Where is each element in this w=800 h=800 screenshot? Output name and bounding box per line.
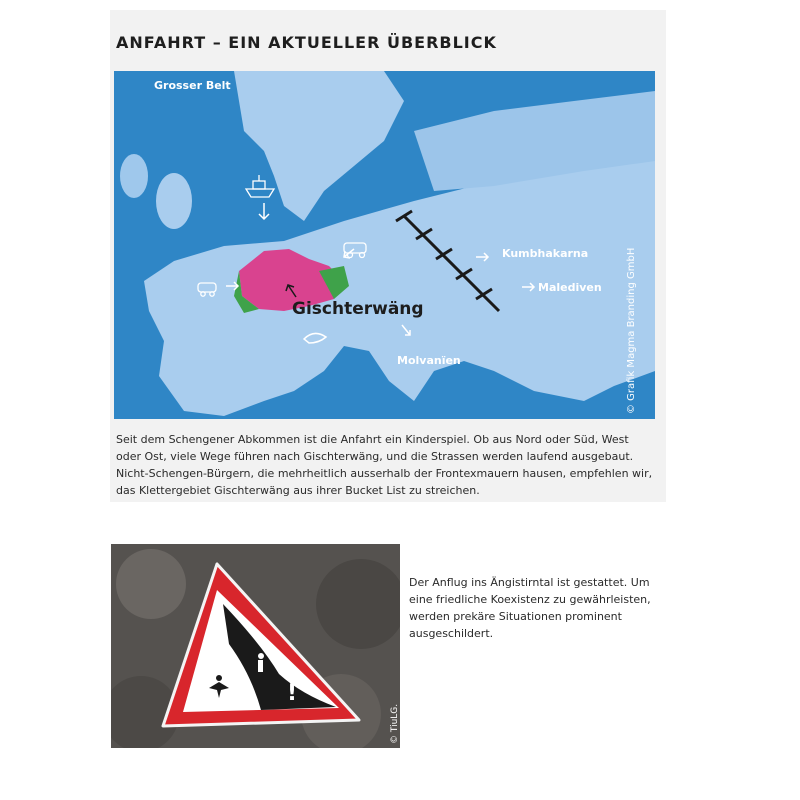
map-land-island: [156, 173, 192, 229]
section-heading: ANFAHRT – EIN AKTUELLER ÜBERBLICK: [116, 33, 497, 52]
ship-icon: [246, 175, 274, 197]
europe-map: [114, 71, 655, 419]
label-malediven: Malediven: [538, 281, 602, 294]
photo-graphic: [111, 544, 400, 748]
map-caption: Seit dem Schengener Abkommen ist die Anfahrt ein Kinderspiel. Ob aus Nord oder Süd, West oder Ost, viele Wege führen nach Gischterwäng, und die Strassen werden laufend ausgebaut. Nicht-Schengen-Bürgern, die mehrheitlich ausserhalb der Frontexmauern hausen, empfehlen wir, das Klettergebiet Gischterwäng aus ihrer Bucket List zu streichen.: [116, 433, 653, 497]
map-land-island-2: [120, 154, 148, 198]
map-land-scandinavia: [234, 71, 404, 221]
map-graphic: [114, 71, 655, 419]
rock-texture: [116, 549, 186, 619]
photo-caption: Der Anflug ins Ängistirntal ist gestattet. Um eine friedliche Koexistenz zu gewährleisten, werden prekäre Situationen prominent ausgeschildert.: [409, 576, 651, 640]
label-molvanien: Molvanïen: [397, 354, 461, 367]
photo-credit: © TiuLG.: [390, 703, 400, 744]
exclamation-icon: !: [287, 681, 298, 706]
arrow-from-north: [259, 203, 269, 219]
label-kumbhakarna: Kumbhakarna: [502, 247, 589, 260]
warning-sign-photo: [111, 544, 400, 748]
label-grosser-belt: Grosser Belt: [154, 79, 231, 92]
label-gischterwaeng: Gischterwäng: [292, 299, 424, 319]
map-credit: © Grafik Magma Branding GmbH: [626, 247, 637, 414]
